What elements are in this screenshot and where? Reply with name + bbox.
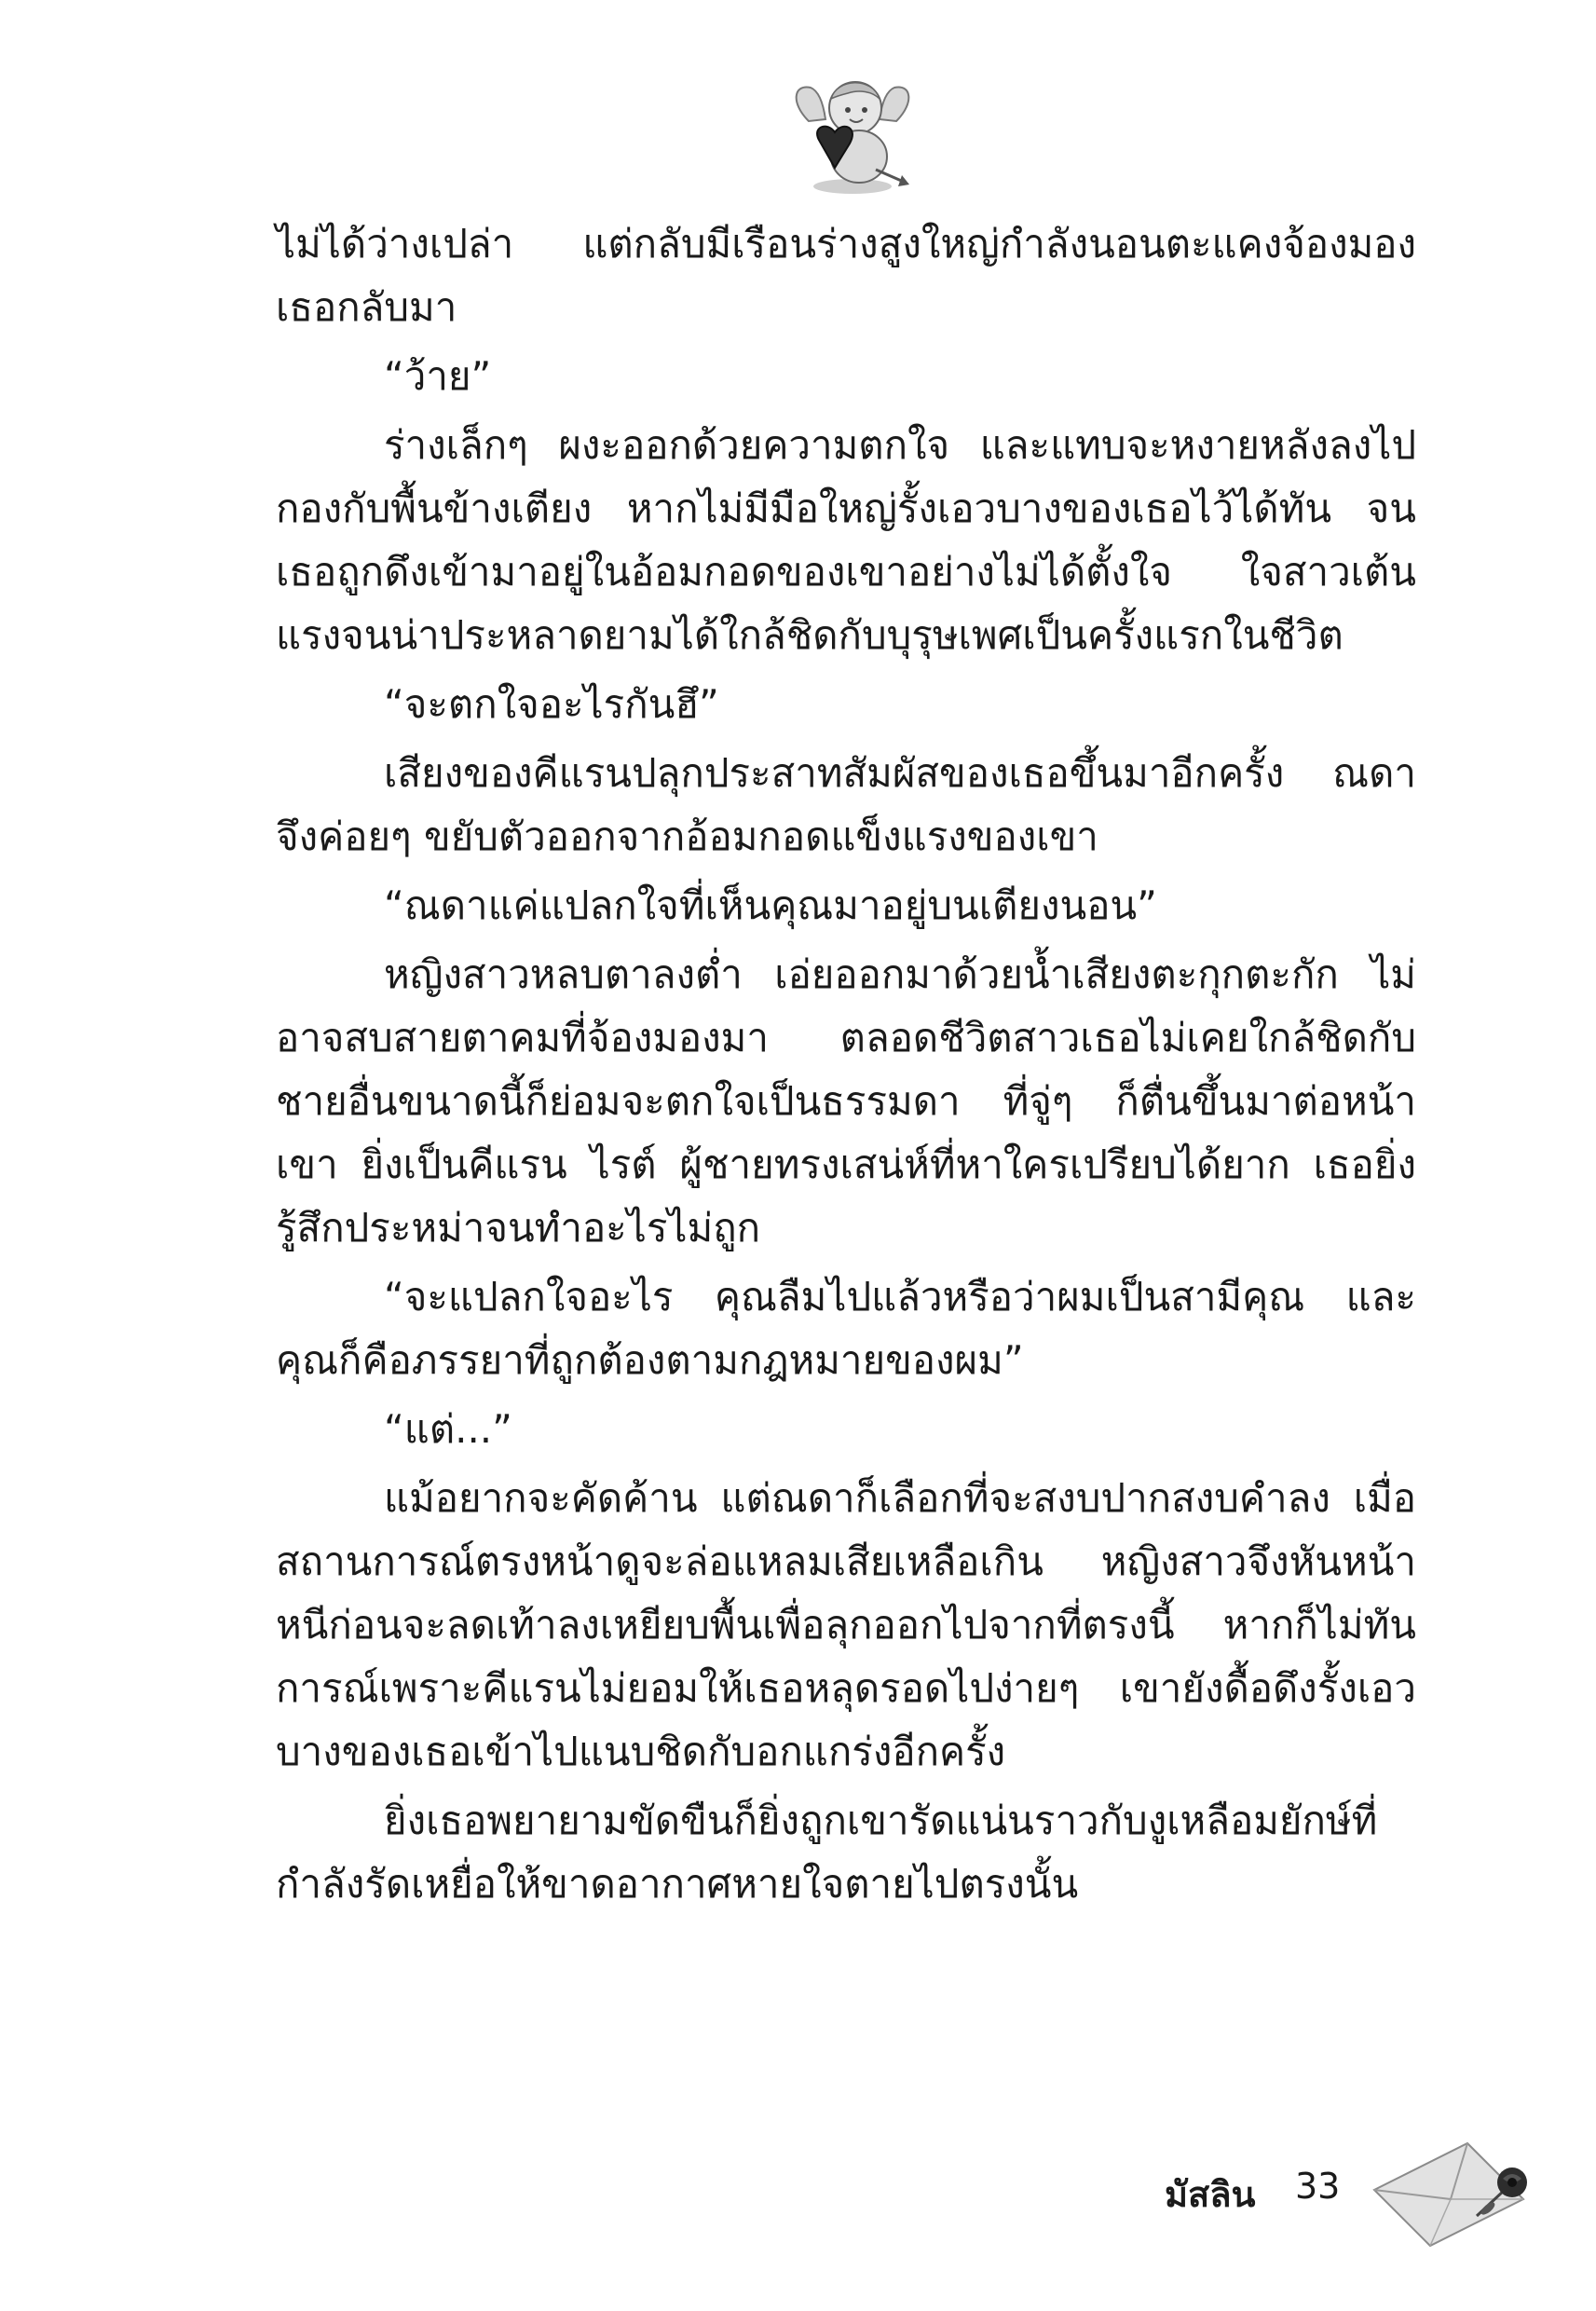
page-number: 33 bbox=[1295, 2166, 1341, 2207]
body-paragraph: “ว้าย” bbox=[384, 353, 492, 399]
body-paragraph: ร่างเล็กๆ ผงะออกด้วยความตกใจ และแทบจะหงายหลังลงไปกองกับพื้นข้างเตียง หากไม่มีมือใหญ่รั้งเอวบางของเธอไว้ได้ทัน จนเธอถูกดึงเข้ามาอยู่ในอ้อมกอดของเขาอย่างไม่ได้ตั้งใจ ใจสาวเต้นแรงจนน่าประหลาดยามได้ใกล้ชิดกับบุรุษเพศเป็นครั้งแรกในชีวิต bbox=[276, 422, 1416, 658]
body-paragraph: ยิ่งเธอพยายามขัดขืนก็ยิ่งถูกเขารัดแน่นราวกับงูเหลือมยักษ์ที่กำลังรัดเหยื่อให้ขาดอากาศหายใจตายไปตรงนั้น bbox=[276, 1798, 1378, 1907]
body-paragraph: ไม่ได้ว่างเปล่า แต่กลับมีเรือนร่างสูงใหญ่กำลังนอนตะแคงจ้องมองเธอกลับมา bbox=[276, 221, 1416, 330]
body-paragraph: “จะแปลกใจอะไร คุณลืมไปแล้วหรือว่าผมเป็นสามีคุณ และคุณก็คือภรรยาที่ถูกต้องตามกฎหมายของผม” bbox=[276, 1274, 1416, 1383]
footer-book-label: มัสลิน bbox=[1165, 2174, 1256, 2215]
body-paragraph: เสียงของคีแรนปลุกประสาทสัมผัสของเธอขึ้นมาอีกครั้ง ณดาจึงค่อยๆ ขยับตัวออกจากอ้อมกอดแข็งแรงของเขา bbox=[276, 750, 1416, 859]
cupid-with-heart-icon bbox=[783, 65, 922, 205]
body-paragraph: แม้อยากจะคัดค้าน แต่ณดาก็เลือกที่จะสงบปากสงบคำลง เมื่อสถานการณ์ตรงหน้าดูจะล่อแหลมเสียเหลือเกิน หญิงสาวจึงหันหน้าหนีก่อนจะลดเท้าลงเหยียบพื้นเพื่อลุกออกไปจากที่ตรงนี้ หากก็ไม่ทันการณ์เพราะคีแรนไม่ยอมให้เธอหลุดรอดไปง่ายๆ เขายังดื้อดึงรั้งเอวบางของเธอเข้าไปแนบชิดกับอกแกร่งอีกครั้ง bbox=[276, 1475, 1416, 1774]
envelope-with-rose-icon bbox=[1365, 2134, 1542, 2255]
body-paragraph: หญิงสาวหลบตาลงต่ำ เอ่ยออกมาด้วยน้ำเสียงตะกุกตะกัก ไม่อาจสบสายตาคมที่จ้องมองมา ตลอดชีวิตสาวเธอไม่เคยใกล้ชิดกับชายอื่นขนาดนี้ก็ย่อมจะตกใจเป็นธรรมดา ที่จู่ๆ ก็ตื่นขึ้นมาต่อหน้าเขา ยิ่งเป็นคีแรน ไรต์ ผู้ชายทรงเสน่ห์ที่หาใครเปรียบได้ยาก เธอยิ่งรู้สึกประหม่าจนทำอะไรไม่ถูก bbox=[276, 951, 1416, 1251]
body-paragraph: “แต่...” bbox=[384, 1406, 512, 1452]
page-footer bbox=[1155, 2134, 1547, 2264]
body-paragraph: “จะตกใจอะไรกันฮึ” bbox=[384, 681, 719, 727]
body-paragraph: “ณดาแค่แปลกใจที่เห็นคุณมาอยู่บนเตียงนอน” bbox=[384, 882, 1157, 928]
story-body bbox=[276, 212, 1416, 1921]
